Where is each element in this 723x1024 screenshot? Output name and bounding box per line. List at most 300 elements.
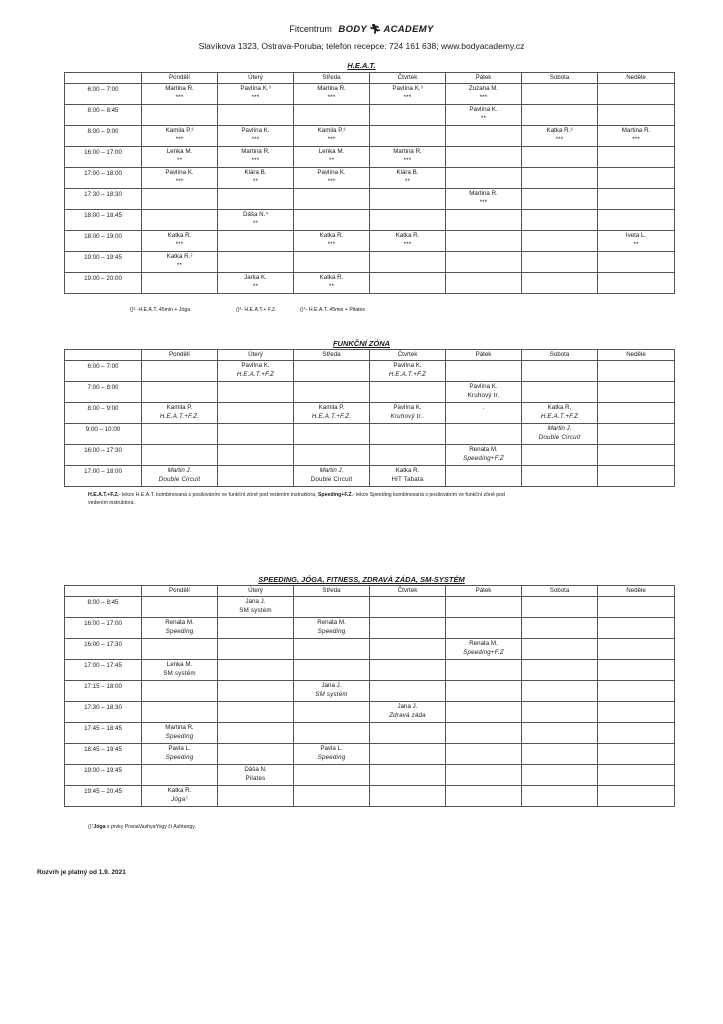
class-cell: [522, 618, 598, 639]
class-cell: [598, 597, 675, 618]
instructor-name: Jarka K.: [244, 274, 267, 281]
class-cell: [522, 231, 598, 252]
day-header: Neděle: [598, 586, 675, 597]
time-slot: 19:00 – 19:45: [65, 765, 142, 786]
class-cell: [218, 597, 294, 618]
class-cell: [446, 786, 522, 807]
class-cell: [218, 126, 294, 147]
class-cell: [598, 660, 675, 681]
class-cell: [294, 618, 370, 639]
class-type: ***: [403, 94, 412, 101]
class-cell: [446, 702, 522, 723]
class-cell: [294, 424, 370, 445]
class-cell: [370, 84, 446, 105]
time-slot: 17:30 – 18:30: [65, 189, 142, 210]
class-cell: [218, 681, 294, 702]
class-cell: [522, 168, 598, 189]
class-cell: [370, 252, 446, 273]
class-type: SM systém: [163, 670, 196, 677]
class-cell: [370, 210, 446, 231]
class-cell: [142, 126, 218, 147]
class-cell: [294, 168, 370, 189]
class-cell: [218, 252, 294, 273]
class-cell: [370, 639, 446, 660]
class-cell: [142, 189, 218, 210]
instructor-name: Pavlína K.: [393, 362, 422, 369]
instructor-name: Katka R.: [167, 232, 192, 239]
instructor-name: Pavlína K.: [165, 169, 194, 176]
instructor-name: Renata M.: [469, 640, 498, 647]
instructor-name: .: [482, 404, 485, 411]
class-type: ***: [555, 136, 564, 143]
instructor-name: Jana J.: [245, 598, 266, 605]
class-type: Double Circuit: [538, 434, 581, 441]
instructor-name: Jana J.: [321, 682, 342, 689]
time-slot: 16:00 – 17:00: [65, 618, 142, 639]
class-cell: [522, 765, 598, 786]
instructor-name: Lenka M.: [318, 148, 345, 155]
class-cell: [370, 105, 446, 126]
class-type: ***: [327, 178, 336, 185]
class-cell: [522, 681, 598, 702]
class-cell: [142, 210, 218, 231]
class-cell: [294, 361, 370, 382]
class-cell: [142, 252, 218, 273]
instructor-name: Pavla L.: [168, 745, 191, 752]
class-type: HIT Tabata: [391, 476, 424, 483]
instructor-name: Pavlína K.: [469, 383, 498, 390]
class-cell: [370, 681, 446, 702]
class-cell: [598, 466, 675, 487]
class-cell: [446, 147, 522, 168]
class-cell: [370, 786, 446, 807]
schedule-row: [65, 744, 675, 765]
class-type: Speeding: [165, 754, 194, 761]
class-type: ***: [403, 241, 412, 248]
day-header: Čtvrtek: [370, 350, 446, 361]
instructor-name: Klára B.: [244, 169, 267, 176]
schedule-row: [65, 466, 675, 487]
class-cell: [446, 424, 522, 445]
class-cell: [142, 147, 218, 168]
instructor-name: Pavlína K.³: [240, 85, 271, 92]
time-slot: 8:00 – 9:00: [65, 403, 142, 424]
class-cell: [598, 681, 675, 702]
class-cell: [522, 147, 598, 168]
class-type: SM systém: [315, 691, 348, 698]
class-type: ***: [175, 94, 184, 101]
class-type: ***: [479, 94, 488, 101]
time-slot: 9:00 – 10:00: [65, 424, 142, 445]
class-cell: [522, 744, 598, 765]
class-cell: [142, 681, 218, 702]
class-cell: [446, 210, 522, 231]
brand-prefix: Fitcentrum: [289, 24, 332, 34]
class-type: ***: [327, 241, 336, 248]
class-type: Zdravá záda: [389, 712, 426, 719]
time-slot: 18:00 – 18:45: [65, 210, 142, 231]
speeding-section-title: SPEEDING, JÓGA, FITNESS, ZDRAVÁ ZÁDA, SM-SYSTÉM: [258, 575, 465, 584]
heat-schedule-table: [64, 72, 675, 294]
class-type: **: [633, 241, 639, 248]
class-type: **: [252, 178, 259, 185]
class-cell: [522, 252, 598, 273]
instructor-name: Katka R.: [395, 232, 420, 239]
class-cell: [142, 660, 218, 681]
class-cell: [522, 660, 598, 681]
class-cell: [142, 361, 218, 382]
class-cell: [446, 382, 522, 403]
schedule-row: [65, 105, 675, 126]
class-cell: [522, 126, 598, 147]
instructor-name: Pavlína K.³: [392, 85, 423, 92]
instructor-name: Pavlína K.: [317, 169, 346, 176]
speeding-footnote: ()⁷Jóga s prvky PranaVashyaYogy či Ashtangy.: [88, 824, 196, 830]
instructor-name: Katka R.²: [166, 253, 193, 260]
class-cell: [370, 231, 446, 252]
class-cell: [598, 189, 675, 210]
class-cell: [294, 597, 370, 618]
time-slot: 19:00 – 19:45: [65, 252, 142, 273]
class-cell: [218, 189, 294, 210]
class-cell: [598, 639, 675, 660]
class-cell: [370, 382, 446, 403]
schedule-row: [65, 252, 675, 273]
class-cell: [370, 445, 446, 466]
instructor-name: Lenka M.: [166, 148, 193, 155]
class-cell: [142, 382, 218, 403]
day-header: Čtvrtek: [370, 73, 446, 84]
time-slot: 19:00 – 20:00: [65, 273, 142, 294]
class-type: **: [480, 115, 487, 122]
class-cell: [218, 231, 294, 252]
class-cell: [294, 231, 370, 252]
class-cell: [142, 723, 218, 744]
class-cell: [598, 210, 675, 231]
class-cell: [446, 126, 522, 147]
class-cell: [142, 786, 218, 807]
class-cell: [294, 681, 370, 702]
class-cell: [598, 361, 675, 382]
schedule-row: [65, 765, 675, 786]
day-header: Úterý: [218, 350, 294, 361]
class-cell: [142, 445, 218, 466]
class-cell: [598, 382, 675, 403]
instructor-name: Kamila P.: [318, 404, 345, 411]
class-type: ***: [403, 157, 412, 164]
class-cell: [446, 723, 522, 744]
class-cell: [522, 639, 598, 660]
class-cell: [142, 84, 218, 105]
schedule-row: [65, 168, 675, 189]
class-cell: [370, 597, 446, 618]
class-cell: [142, 597, 218, 618]
instructor-name: Pavlína K.: [469, 106, 498, 113]
class-cell: [142, 639, 218, 660]
instructor-name: Martina R.: [317, 85, 346, 92]
class-cell: [598, 252, 675, 273]
class-cell: [598, 168, 675, 189]
class-cell: [294, 126, 370, 147]
schedule-row: [65, 597, 675, 618]
time-slot: 19:45 – 20:45: [65, 786, 142, 807]
address-line: Slavíkova 1323, Ostrava-Poruba; telefon recepce: 724 161 638; www.bodyacademy.cz: [198, 41, 525, 51]
time-slot: 18:00 – 19:00: [65, 231, 142, 252]
class-cell: [598, 702, 675, 723]
schedule-row: [65, 84, 675, 105]
schedule-row: [65, 639, 675, 660]
heat-section-title: H.E.A.T.: [347, 61, 376, 70]
instructor-name: Katka R.: [319, 274, 344, 281]
schedule-row: [65, 361, 675, 382]
class-cell: [370, 660, 446, 681]
class-cell: [294, 252, 370, 273]
class-cell: [370, 126, 446, 147]
class-cell: [446, 466, 522, 487]
class-cell: [218, 765, 294, 786]
heat-footnote-3: ()⁴- H.E.A.T. 45min + Pilates: [300, 307, 365, 313]
day-header: Středa: [294, 73, 370, 84]
class-type: ***: [327, 136, 336, 143]
day-header: Pátek: [446, 350, 522, 361]
class-cell: [294, 189, 370, 210]
class-cell: [294, 639, 370, 660]
day-header: Sobota: [522, 586, 598, 597]
class-cell: [370, 403, 446, 424]
class-cell: [446, 681, 522, 702]
class-cell: [522, 424, 598, 445]
class-cell: [522, 361, 598, 382]
class-cell: [522, 105, 598, 126]
class-cell: [294, 382, 370, 403]
class-cell: [598, 723, 675, 744]
class-type: **: [176, 262, 183, 269]
schedule-row: [65, 147, 675, 168]
class-cell: [294, 786, 370, 807]
instructor-name: Lenka M.: [166, 661, 193, 668]
class-cell: [142, 403, 218, 424]
instructor-name: Martin J.: [319, 467, 344, 474]
instructor-name: Martina R.: [165, 724, 194, 731]
class-cell: [370, 168, 446, 189]
speeding-schedule-table: [64, 585, 675, 807]
class-cell: [598, 786, 675, 807]
class-cell: [598, 231, 675, 252]
day-header: Neděle: [598, 350, 675, 361]
class-type: H.E.A.T.+F.Z: [236, 371, 275, 378]
schedule-row: [65, 231, 675, 252]
body-academy-logo: BODY 🏃︎ ACADEMY: [338, 24, 434, 35]
class-type: Jóga⁷: [171, 796, 188, 803]
instructor-name: Kamila P.³: [165, 127, 194, 134]
class-type: Double Circuit: [158, 476, 201, 483]
class-cell: [294, 702, 370, 723]
class-cell: [294, 660, 370, 681]
schedule-row: [65, 786, 675, 807]
class-type: ***: [175, 241, 184, 248]
schedule-row: [65, 618, 675, 639]
instructor-name: Katka R.³: [546, 127, 573, 134]
valid-from-note: Rozvrh je platný od 1.9. 2021: [37, 869, 126, 876]
class-cell: [598, 765, 675, 786]
instructor-name: Martina R.: [393, 148, 422, 155]
class-cell: [218, 147, 294, 168]
class-cell: [142, 466, 218, 487]
class-cell: [446, 84, 522, 105]
instructor-name: Katka R.: [395, 467, 420, 474]
class-cell: [218, 639, 294, 660]
heat-footnote-1: ()²- H.E.A.T. 45min + Jóga: [130, 307, 191, 313]
runner-icon: 🏃︎: [369, 24, 382, 35]
instructor-name: Dáša N.: [244, 766, 267, 773]
class-cell: [598, 126, 675, 147]
instructor-name: Katka R.: [167, 787, 192, 794]
class-cell: [218, 84, 294, 105]
class-cell: [598, 105, 675, 126]
day-header: Neděle: [598, 73, 675, 84]
class-cell: [446, 744, 522, 765]
instructor-name: Renata M.: [317, 619, 346, 626]
class-cell: [370, 273, 446, 294]
class-cell: [446, 639, 522, 660]
class-cell: [370, 361, 446, 382]
day-header: Úterý: [218, 586, 294, 597]
class-cell: [142, 168, 218, 189]
class-type: Double Circuit: [310, 476, 353, 483]
time-slot: 17:00 – 18:00: [65, 168, 142, 189]
class-type: H.E.A.T.+F.Z: [388, 371, 427, 378]
class-cell: [294, 210, 370, 231]
class-type: H.E.A.T.+F.Z.: [311, 413, 352, 420]
class-cell: [522, 466, 598, 487]
day-header: Pátek: [446, 73, 522, 84]
class-cell: [522, 210, 598, 231]
class-type: ***: [175, 136, 184, 143]
class-cell: [218, 273, 294, 294]
instructor-name: Pavlína K.: [393, 404, 422, 411]
class-type: **: [252, 220, 259, 227]
class-cell: [294, 273, 370, 294]
class-cell: [294, 723, 370, 744]
class-type: Kruhový tr..: [390, 413, 425, 420]
time-slot: 8:00 – 8:45: [65, 105, 142, 126]
instructor-name: Renata M.: [165, 619, 194, 626]
class-type: ***: [327, 94, 336, 101]
class-cell: [598, 273, 675, 294]
class-cell: [218, 660, 294, 681]
class-cell: [522, 273, 598, 294]
class-cell: [446, 231, 522, 252]
class-type: H.E.A.T.+F.Z: [540, 413, 579, 420]
instructor-name: Klára B.: [396, 169, 419, 176]
class-cell: [142, 618, 218, 639]
schedule-row: [65, 210, 675, 231]
class-cell: [598, 618, 675, 639]
time-slot: 6:00 – 7:00: [65, 361, 142, 382]
instructor-name: Martina R.: [469, 190, 498, 197]
schedule-row: [65, 660, 675, 681]
instructor-name: Dáša N.⁴: [242, 211, 268, 218]
class-cell: [446, 168, 522, 189]
instructor-name: Iveta L.: [625, 232, 647, 239]
heat-footnote-2: ()³- H.E.A.T.+ F.Z.: [236, 307, 277, 313]
class-type: **: [404, 178, 411, 185]
instructor-name: Zuzana M.: [468, 85, 499, 92]
schedule-row: [65, 273, 675, 294]
class-cell: [218, 168, 294, 189]
class-cell: [218, 618, 294, 639]
instructor-name: Katka R.: [319, 232, 344, 239]
class-cell: [218, 105, 294, 126]
time-slot: 17:00 – 18:00: [65, 466, 142, 487]
class-type: ***: [251, 136, 260, 143]
class-type: ***: [251, 94, 260, 101]
class-cell: [294, 466, 370, 487]
class-cell: [370, 723, 446, 744]
class-cell: [370, 744, 446, 765]
time-slot: 17:30 – 18:30: [65, 702, 142, 723]
day-header: Středa: [294, 586, 370, 597]
class-type: ***: [479, 199, 488, 206]
instructor-name: Pavlína K.: [241, 127, 270, 134]
class-type: Speeding: [165, 733, 194, 740]
instructor-name: Katka R.: [547, 404, 572, 411]
schedule-row: [65, 445, 675, 466]
class-type: H.E.A.T.+F.Z.: [159, 413, 200, 420]
class-cell: [142, 273, 218, 294]
class-cell: [446, 105, 522, 126]
class-cell: [598, 84, 675, 105]
time-slot: 16:00 – 17:30: [65, 445, 142, 466]
day-header: Středa: [294, 350, 370, 361]
class-cell: [370, 424, 446, 445]
class-type: **: [328, 283, 335, 290]
time-slot: 17:45 – 18:45: [65, 723, 142, 744]
schedule-row: [65, 189, 675, 210]
class-cell: [522, 403, 598, 424]
time-slot: 8:00 – 8:45: [65, 597, 142, 618]
class-cell: [218, 786, 294, 807]
class-cell: [446, 597, 522, 618]
schedule-row: [65, 403, 675, 424]
time-slot: 18:45 – 19:45: [65, 744, 142, 765]
class-type: Kruhový tr.: [467, 392, 500, 399]
instructor-name: Renata M.: [469, 446, 498, 453]
class-cell: [142, 231, 218, 252]
class-cell: [142, 702, 218, 723]
class-cell: [522, 702, 598, 723]
class-cell: [522, 786, 598, 807]
time-slot: 16:00 – 17:00: [65, 147, 142, 168]
class-cell: [142, 744, 218, 765]
class-cell: [142, 105, 218, 126]
class-type: **: [252, 283, 259, 290]
day-header: Sobota: [522, 73, 598, 84]
class-cell: [294, 445, 370, 466]
class-cell: [218, 466, 294, 487]
schedule-row: [65, 702, 675, 723]
schedule-row: [65, 723, 675, 744]
class-cell: [294, 105, 370, 126]
class-type: Speeding+F.Z: [463, 649, 504, 656]
class-cell: [370, 765, 446, 786]
class-type: Speeding: [165, 628, 194, 635]
class-cell: [446, 189, 522, 210]
class-cell: [446, 403, 522, 424]
class-cell: [522, 445, 598, 466]
class-cell: [218, 744, 294, 765]
instructor-name: Pavlína K.: [241, 362, 270, 369]
